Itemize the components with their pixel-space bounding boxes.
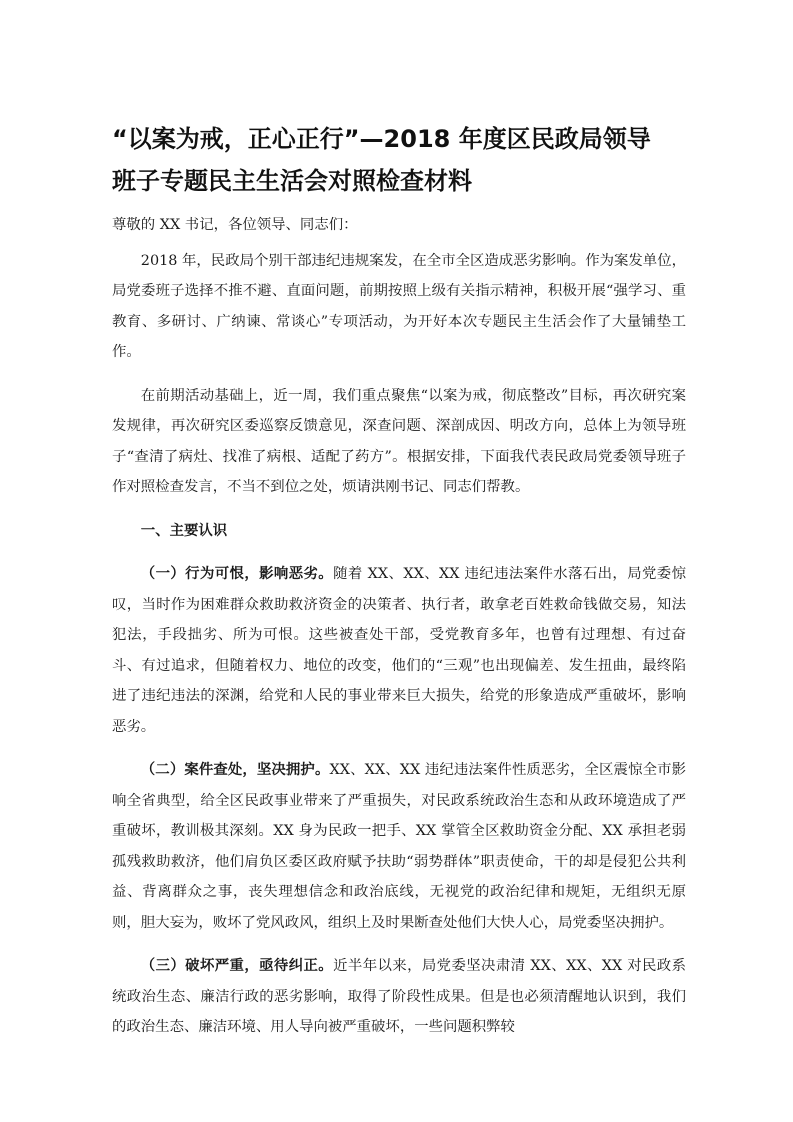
item-text-3: 近半年以来，局党委坚决肃清 XX、XX、XX 对民政系统政治生态、廉洁行政的恶劣影响，取得了阶段性成果。但是也必须清醒地认识到，我们的政治生态、廉洁环境、用人导向被严重破坏，一些问题积弊较 [112, 958, 686, 1035]
section-heading-main-understanding: 一、主要认识 [140, 522, 228, 539]
item-text-1: 随着 XX、XX、XX 违纪违法案件水落石出，局党委惊叹，当时作为困难群众救助救济资金的决策者、执行者，敢拿老百姓救命钱做交易，知法犯法，手段拙劣、所为可恨。这些被查处干部，受党教育多年，也曾有过理想、有过奋斗、有过追求，但随着权力、地位的改变，他们的“三观”也出现偏差、发生扭曲，最终陷进了违纪违法的深渊，给党和人民的事业带来巨大损失，给党的形象造成严重破坏，影响恶劣。 [112, 566, 686, 735]
salutation: 尊敬的 XX 书记，各位领导、同志们： [112, 217, 358, 233]
title-line-1: “以案为戒，正心正行”—2018 年度区民政局领导 [112, 125, 651, 153]
intro-paragraph-2: 在前期活动基础上，近一周，我们重点聚焦“以案为戒，彻底整改”目标，再次研究案发规律，再次研究区委巡察反馈意见，深查问题、深剖成因、明改方向，总体上为领导班子“查清了病灶、找准了病根、适配了药方”。根据安排，下面我代表民政局党委领导班子作对照检查发言，不当不到位之处，烦请洪刚书记、同志们帮教。 [112, 387, 686, 495]
document-body [112, 210, 686, 1056]
item-lead-3: （三）破坏严重，亟待纠正。 [140, 958, 334, 974]
item-paragraph-1 [112, 559, 686, 742]
item-paragraph-2 [112, 755, 686, 938]
item-text-2: XX、XX、XX 违纪违法案件性质恶劣，全区震惊全市影响全省典型，给全区民政事业带来了严重损失，对民政系统政治生态和从政环境造成了严重破坏，教训极其深刻。XX 身为民政一把手、XX 掌管全区救助资金分配、XX 承担老弱孤残救助救济，他们肩负区委区政府赋予扶助“弱势群体”职责使命，干的却是侵犯公共利益、背离群众之事，丧失理想信念和政治底线，无视党的政治纪律和规矩，无组织无原则，胆大妄为，败坏了党风政风，组织上及时果断查处他们大快人心，局党委坚决拥护。 [112, 762, 686, 931]
item-lead-2: （二）案件查处，坚决拥护。 [140, 762, 330, 778]
item-paragraph-3 [112, 951, 686, 1043]
item-lead-1: （一）行为可恨，影响恶劣。 [140, 566, 334, 582]
title-line-2: 班子专题民主生活会对照检查材料 [112, 167, 472, 195]
intro-paragraph-1: 2018 年，民政局个别干部违纪违规案发，在全市全区造成恶劣影响。作为案发单位，局党委班子选择不推不避、直面问题，前期按照上级有关指示精神，积极开展“强学习、重教育、多研讨、广纳谏、常谈心”专项活动，为开好本次专题民主生活会作了大量铺垫工作。 [112, 252, 686, 360]
document-title [112, 118, 692, 202]
